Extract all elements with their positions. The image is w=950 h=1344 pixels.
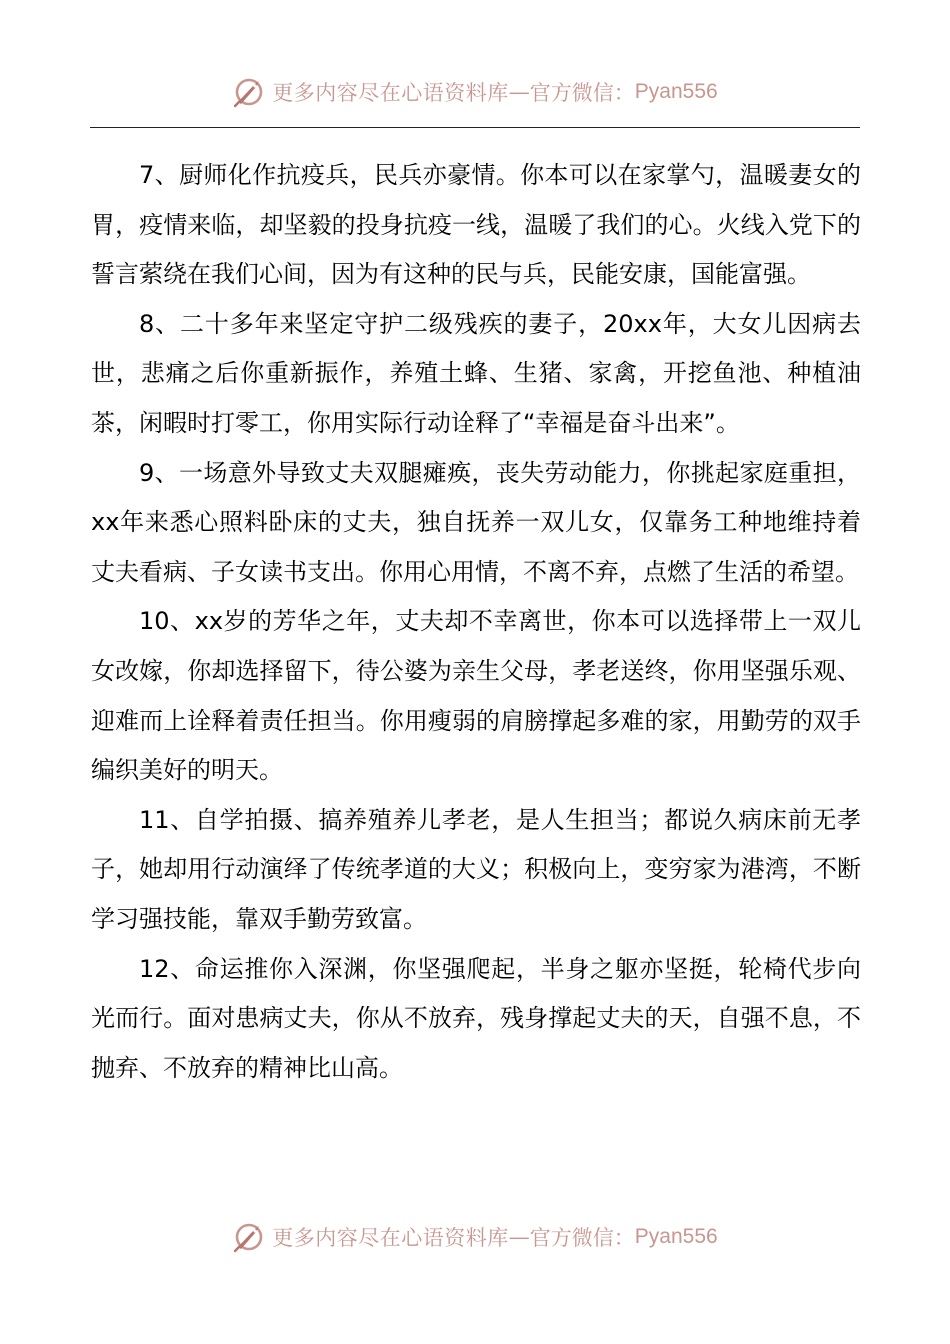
paragraph-10: 10、xx岁的芳华之年，丈夫却不幸离世，你本可以选择带上一双儿女改嫁，你却选择留下，待公婆为亲生父母，孝老送终，你用坚强乐观、迎难而上诠释着责任担当。你用瘦弱的肩膀撑起多难的家，用勤劳的双手编织美好的明天。 xyxy=(91,607,861,785)
header-separator: — xyxy=(508,80,530,104)
header-wechat-id: Pyan556 xyxy=(634,80,718,103)
pen-nib-logo-icon xyxy=(232,75,266,109)
footer-wechat-id: Pyan556 xyxy=(634,1225,718,1248)
pen-nib-logo-icon xyxy=(232,1220,266,1254)
footer-text: 更多内容尽在心语资料库 xyxy=(272,1226,509,1250)
paragraph-11: 11、自学拍摄、搞养殖养儿孝老，是人生担当；都说久病床前无孝子，她却用行动演绎了传统孝道的大义；积极向上，变穷家为港湾，不断学习强技能，靠双手勤劳致富。 xyxy=(91,805,861,933)
footer-banner xyxy=(0,1215,950,1259)
paragraph-7: 7、厨师化作抗疫兵，民兵亦豪情。你本可以在家掌勺，温暖妻女的胃，疫情来临，却坚毅的投身抗疫一线，温暖了我们的心。火线入党下的誓言萦绕在我们心间，因为有这种的民与兵，民能安康，国能富强。 xyxy=(91,161,861,289)
paragraph-9: 9、一场意外导致丈夫双腿瘫痪，丧失劳动能力，你挑起家庭重担，xx年来悉心照料卧床的丈夫，独自抚养一双儿女，仅靠务工种地维持着丈夫看病、子女读书支出。你用心用情，不离不弃，点燃了生活的希望。 xyxy=(91,458,861,586)
paragraph-8: 8、二十多年来坚定守护二级残疾的妻子，20xx年，大女儿因病去世，悲痛之后你重新振作，养殖土蜂、生猪、家禽，开挖鱼池、种植油茶，闲暇时打零工，你用实际行动诠释了“幸福是奋斗出来”。 xyxy=(91,309,861,437)
footer-separator: — xyxy=(508,1225,530,1249)
header-text: 更多内容尽在心语资料库 xyxy=(272,81,509,105)
header-wechat-label: 官方微信： xyxy=(529,81,635,105)
header-divider xyxy=(90,127,860,128)
document-body xyxy=(91,151,861,1093)
header-banner xyxy=(0,70,950,114)
paragraph-12: 12、命运推你入深渊，你坚强爬起，半身之躯亦坚挺，轮椅代步向光而行。面对患病丈夫，你从不放弃，残身撑起丈夫的天，自强不息，不抛弃、不放弃的精神比山高。 xyxy=(91,954,861,1082)
footer-wechat-label: 官方微信： xyxy=(529,1226,635,1250)
